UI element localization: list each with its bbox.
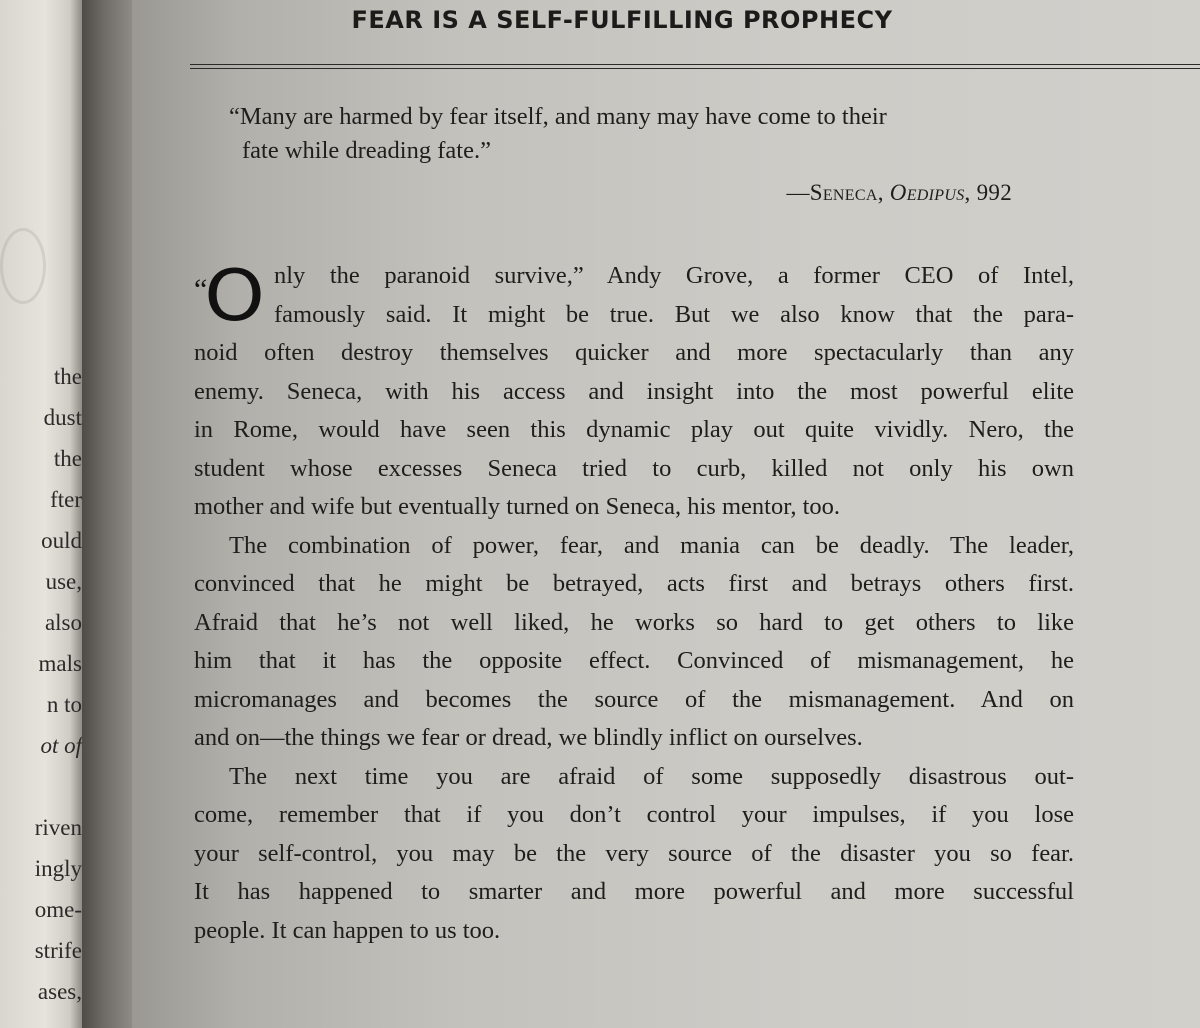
attribution-work: Oedipus [889,180,965,205]
attribution-dash: — [786,180,810,205]
left-page-fragment: fter [50,487,82,512]
bleed-through-mark [0,228,46,304]
text-line: mother and wife but eventually turned on Seneca, his mentor, too. [194,493,841,520]
drop-cap-quote: “ [194,273,208,306]
left-page-fragment: use, [45,569,82,594]
text-line: enemy. Seneca, with his access and insight into the most powerful elite [194,377,1074,405]
text-line: It has happened to smarter and more powerful and more successful [194,878,1074,905]
text-line: in Rome, would have seen this dynamic play out quite vividly. Nero, the [194,416,1074,443]
left-page-fragment: ases, [37,979,82,1004]
attribution-line-ref: , 992 [964,180,1012,205]
epigraph-line: “Many are harmed by fear itself, and many may have come to their [229,103,887,130]
text-line: The next time you are afraid of some supposedly disastrous out- [229,762,1074,790]
epigraph-attribution [786,180,1012,206]
paragraph-1 [194,257,1074,527]
text-line: come, remember that if you don’t control your impulses, if you lose [194,801,1074,828]
book-page [132,0,1200,1028]
text-line: your self-control, you may be the very source of the disaster you so fear. [194,839,1074,867]
left-page-fragment: ot of [40,733,82,758]
text-line: micromanages and becomes the source of the mismanagement. And on [194,685,1074,713]
text-line: and on—the things we fear or dread, we blindly inflict on ourselves. [194,724,863,751]
text-line: Afraid that he’s not well liked, he works so hard to get others to like [194,608,1074,636]
left-page-fragment: ingly [34,856,82,881]
left-page-fragment: strife [34,938,82,963]
epigraph-line: fate while dreading fate.” [242,137,491,164]
attribution-author: Seneca [809,180,878,205]
text-line: people. It can happen to us too. [194,916,501,944]
text-line: nly the paranoid survive,” Andy Grove, a former CEO of Intel, [274,262,1074,289]
left-page-fragment: the [53,364,82,389]
left-page-fragment: n to [46,692,82,717]
epigraph-quote [229,100,1029,168]
book-gutter [82,0,132,1028]
text-line: noid often destroy themselves quicker and more spectacularly than any [194,339,1074,366]
left-facing-page [0,0,82,1028]
left-page-fragment: ome- [34,897,82,922]
left-page-fragment: the [53,446,82,471]
text-line: famously said. It might be true. But we also know that the para- [274,300,1074,328]
paragraph-2 [194,527,1074,758]
paragraph-3 [194,758,1074,951]
text-line: convinced that he might be betrayed, acts first and betrays others first. [194,570,1074,597]
text-line: him that it has the opposite effect. Convinced of mismanagement, he [194,647,1074,674]
text-line: The combination of power, fear, and mania can be deadly. The leader, [229,531,1074,559]
left-page-fragment: ould [41,528,82,553]
left-page-fragment: also [44,610,82,635]
chapter-title: FEAR IS A SELF-FULFILLING PROPHECY [351,6,893,34]
title-rule [190,64,1200,69]
left-page-fragment: mals [38,651,82,676]
drop-cap [194,255,266,337]
left-page-fragment: dust [43,405,82,430]
attribution-separator: , [877,180,890,205]
text-line: student whose excesses Seneca tried to curb, killed not only his own [194,454,1074,482]
body-text [194,257,1074,950]
drop-cap-letter: O [204,255,266,337]
left-page-fragment: riven [34,815,82,840]
